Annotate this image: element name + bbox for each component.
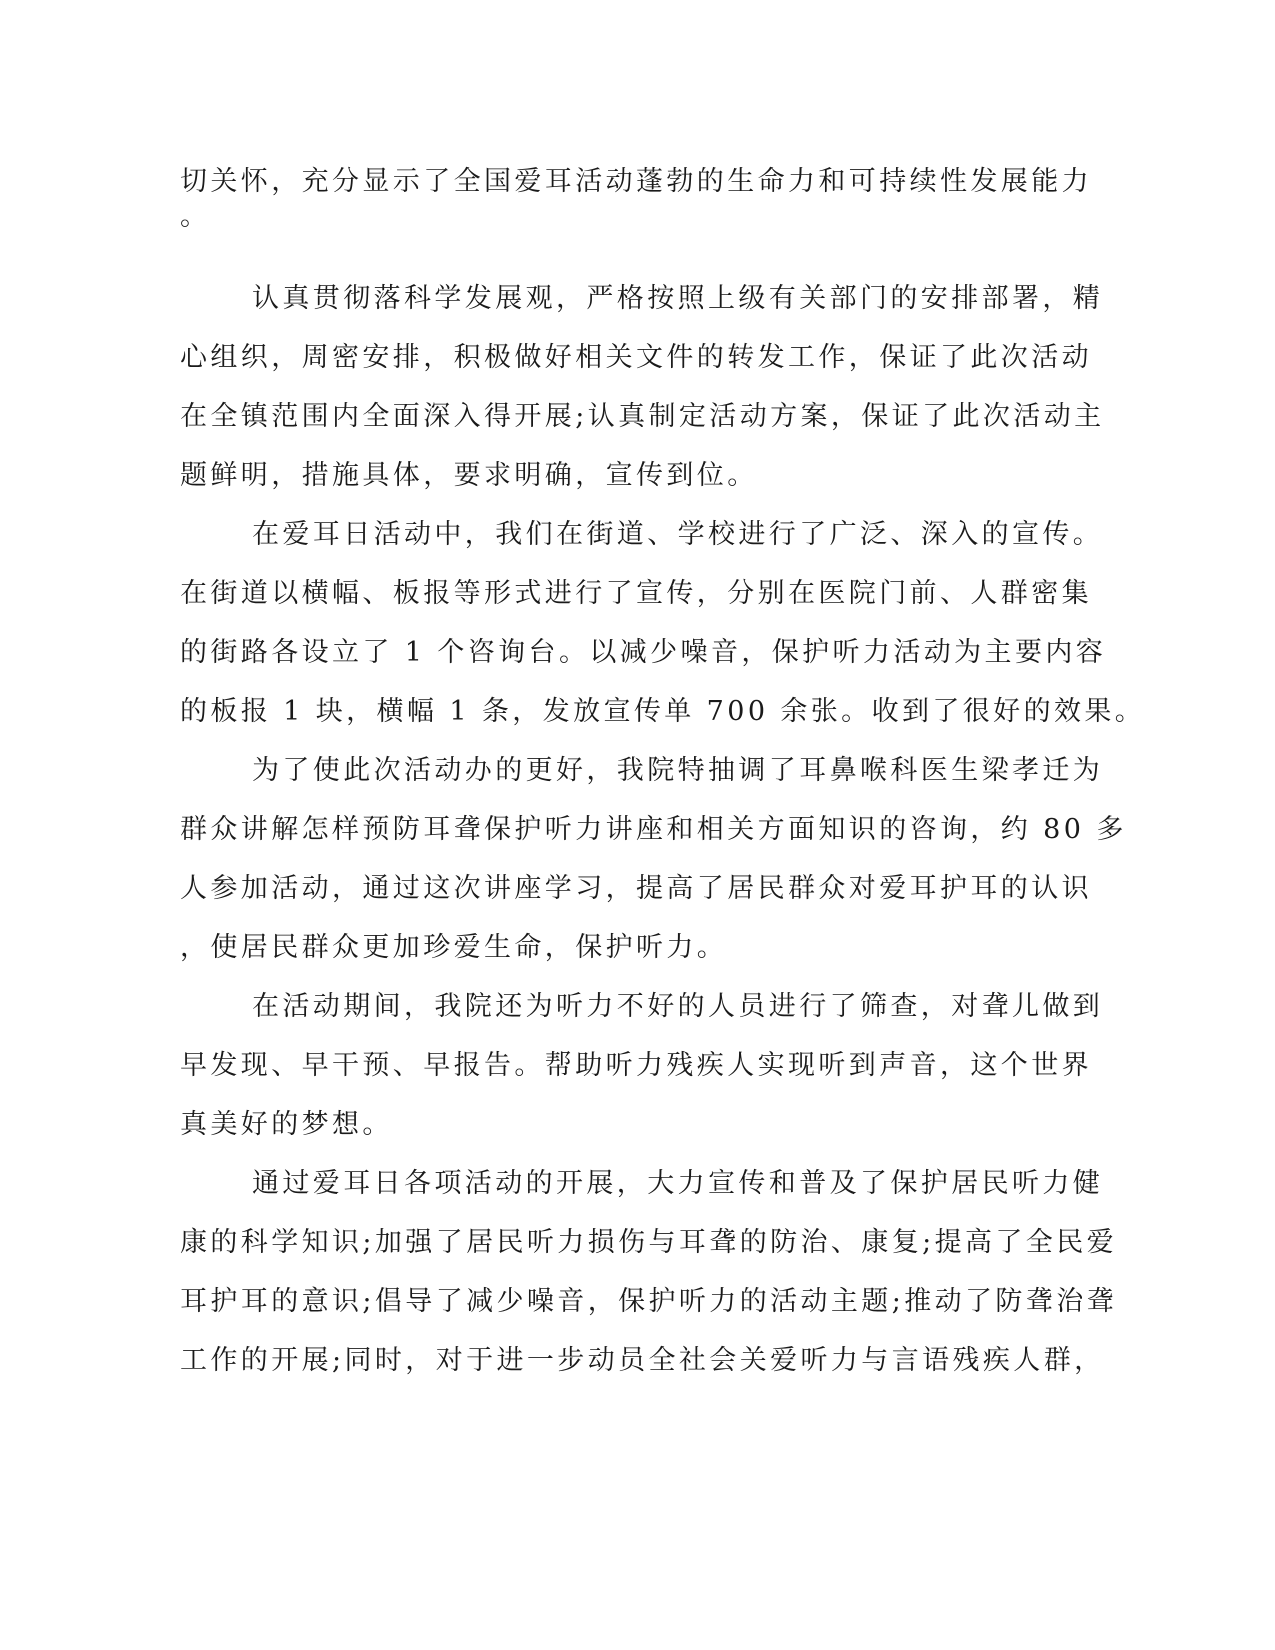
paragraph-start-line: 认真贯彻落科学发展观，严格按照上级有关部门的安排部署，精 [252,283,1104,314]
text-line: 真美好的梦想。 [180,1109,393,1140]
text-line: 康的科学知识;加强了居民听力损伤与耳聋的防治、康复;提高了全民爱 [180,1227,1117,1258]
text-line: 在全镇范围内全面深入得开展;认真制定活动方案，保证了此次活动主 [180,401,1105,432]
text-line: 题鲜明，措施具体，要求明确，宣传到位。 [180,460,758,491]
text-line: 切关怀，充分显示了全国爱耳活动蓬勃的生命力和可持续性发展能力 [180,166,1092,197]
text-line: 在街道以横幅、板报等形式进行了宣传，分别在医院门前、人群密集 [180,578,1092,609]
text-line: 人参加活动，通过这次讲座学习，提高了居民群众对爱耳护耳的认识 [180,873,1092,904]
text-line: 早发现、早干预、早报告。帮助听力残疾人实现听到声音，这个世界 [180,1050,1092,1081]
text-line: ，使居民群众更加珍爱生命，保护听力。 [180,932,728,963]
text-line: 心组织，周密安排，积极做好相关文件的转发工作，保证了此次活动 [180,342,1092,373]
text-line: 耳护耳的意识;倡导了减少噪音，保护听力的活动主题;推动了防聋治聋 [180,1286,1117,1317]
text-line: 的板报 1 块，横幅 1 条，发放宣传单 700 余张。收到了很好的效果。 [180,696,1146,727]
paragraph-start-line: 在活动期间，我院还为听力不好的人员进行了筛查，对聋儿做到 [252,991,1104,1022]
paragraph-start-line: 为了使此次活动办的更好，我院特抽调了耳鼻喉科医生梁孝迁为 [252,755,1104,786]
paragraph-start-line: 在爱耳日活动中，我们在街道、学校进行了广泛、深入的宣传。 [252,519,1104,550]
text-line: 工作的开展;同时，对于进一步动员全社会关爱听力与言语残疾人群， [180,1345,1105,1376]
text-line: 的街路各设立了 1 个咨询台。以减少噪音，保护听力活动为主要内容 [180,637,1107,668]
paragraph-start-line: 通过爱耳日各项活动的开展，大力宣传和普及了保护居民听力健 [252,1168,1104,1199]
text-line: 。 [180,201,211,232]
text-line: 群众讲解怎样预防耳聋保护听力讲座和相关方面知识的咨询，约 80 多 [180,814,1127,845]
